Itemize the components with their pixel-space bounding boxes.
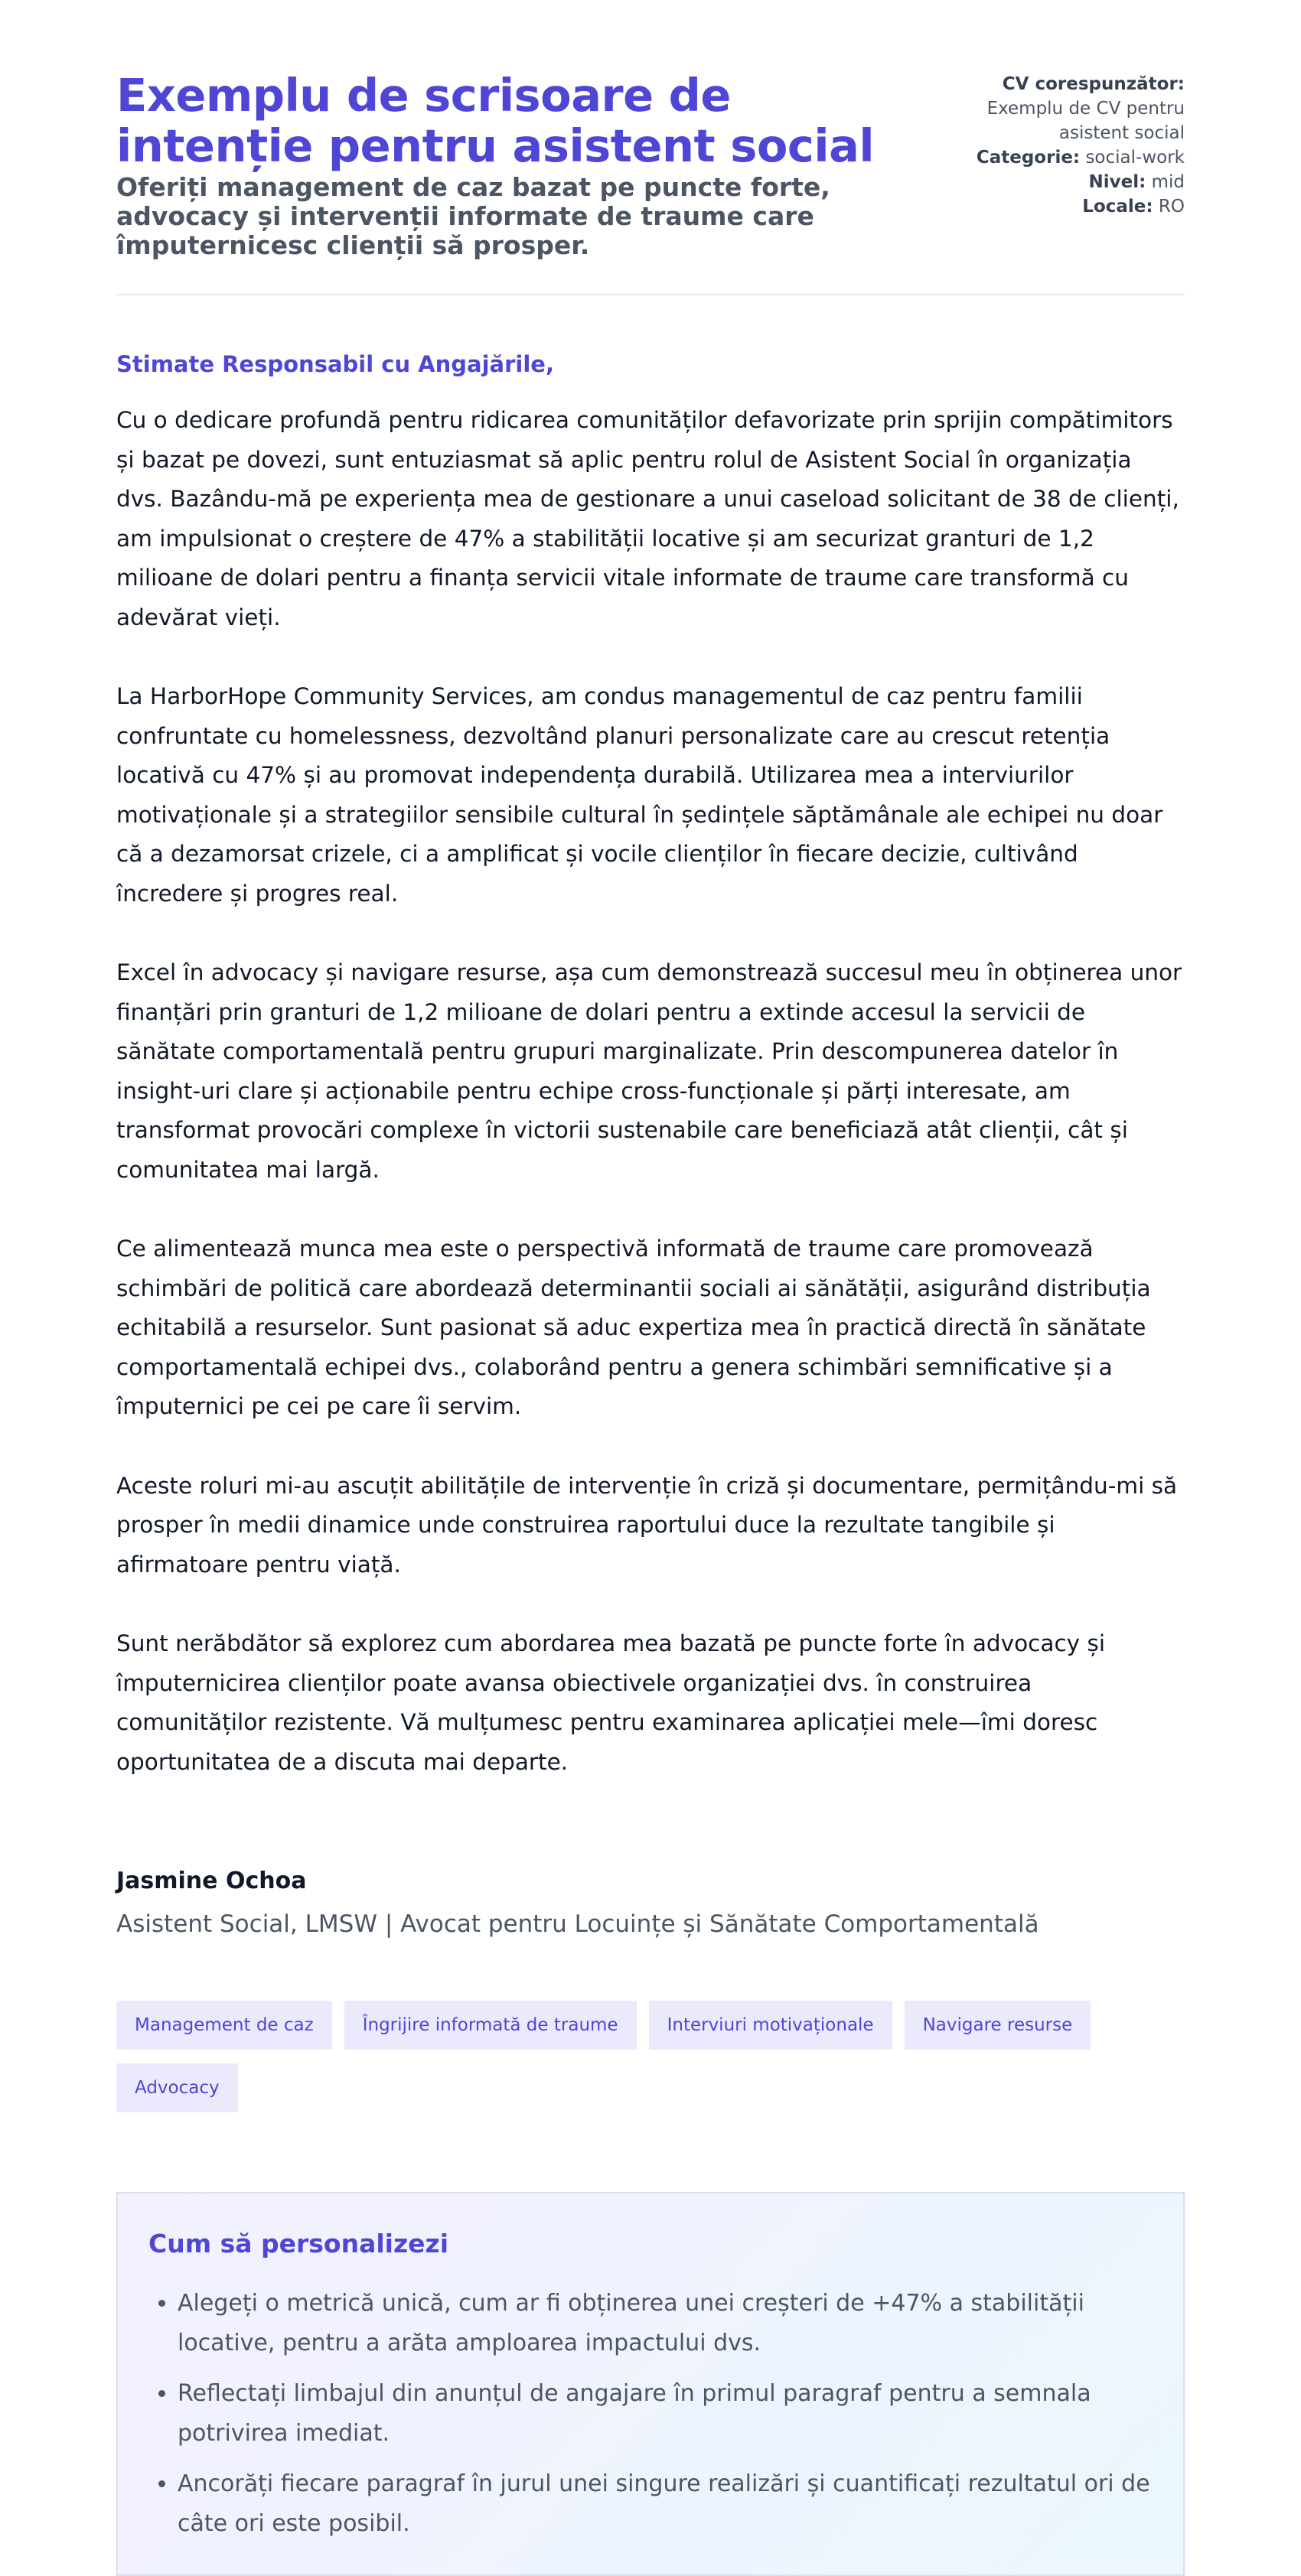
letter-paragraph: Cu o dedicare profundă pentru ridicarea comunităților defavorizate prin sprijin compătimitors și bazat pe dovezi, sunt entuziasmat să aplic pentru rolul de Asistent Social în organizația dvs. Bazându-mă pe experiența mea de gestionare a unui caseload solicitant de 38 de clienți, am impulsionat o creștere de 47% a stabilității locative și am securizat granturi de 1,2 milioane de dolari pentru a finanța servicii vitale informate de traume care transformă cu adevărat vieți. [116,407,1179,630]
meta-level [955,170,1185,194]
customization-tips [116,2192,1185,2576]
meta-category-value: social-work [1085,148,1185,168]
meta-locale-value: RO [1158,197,1185,217]
tip-item: • Reflectați limbajul din anunțul de angajare în primul paragraf pentru a semnala potrivirea imediat. [178,2374,1153,2454]
letter-paragraph: Ce alimentează munca mea este o perspectivă informată de traume care promovează schimbări de politică care abordează determinantii sociali ai sănătății, asigurând distribuția echitabilă a resurselor. Sunt pasionat să aduc expertiza mea în practică directă în sănătate comportamentală echipei dvs., colaborând pentru a genera schimbări semnificative și a împuternici pe cei pe care îi servim. [116,1236,1151,1419]
meta-panel [955,70,1185,219]
meta-level-value: mid [1151,172,1185,192]
letter-paragraph: La HarborHope Community Services, am condus managementul de caz pentru familii confruntate cu homelessness, dezvoltând planuri personalizate care au crescut retenția locativă cu 47% și au promovat independența durabilă. Utilizarea mea a interviurilor motivaționale și a strategiilor sensibile cultural în ședințele săptămânale ale echipei nu doar că a dezamorsat crizele, ci a amplificat și vocile clienților în fiecare decizie, cultivând încredere și progres real. [116,683,1163,907]
signature-name: Jasmine Ochoa [116,1868,307,1894]
tip-item: • Ancorăți fiecare paragraf în jurul unei singure realizări și cuantificați rezultatul ori de câte ori este posibil. [178,2464,1153,2544]
skill-tags [116,2001,1111,2112]
salutation: Stimate Responsabil cu Angajările, [116,351,554,377]
meta-category [955,145,1185,170]
tips-title: Cum să personalizezi [148,2229,449,2258]
meta-locale [955,194,1185,219]
tips-list [148,2284,1153,2544]
page-subtitle: Oferiți management de caz bazat pe puncte forte, advocacy și intervenții informate de traume care împuternicesc clienții să prosper. [116,172,830,260]
letter-paragraph: Sunt nerăbdător să explorez cum abordarea mea bazată pe puncte forte în advocacy și împuternicirea clienților poate avansa obiectivele organizației dvs. în construirea comunităților rezistente. Vă mulțumesc pentru examinarea aplicației mele—îmi doresc oportunitatea de a discuta mai departe. [116,1630,1106,1775]
letter-body [116,349,1185,1939]
meta-level-label: Nivel: [1088,172,1146,192]
meta-cv-label: CV corespunzător: [1002,74,1185,94]
letter-paragraph: Excel în advocacy și navigare resurse, așa cum demonstrează succesul meu în obținerea unor finanțări prin granturi de 1,2 milioane de dolari pentru a extinde accesul la servicii de sănătate comportamentală pentru grupuri marginalizate. Prin descompunerea datelor în insight-uri clare și acționabile pentru echipe cross-funcționale și părți interesate, am transformat provocări complexe în victorii sustenabile care beneficiază atât clienții, cât și comunitatea mai largă. [116,959,1182,1183]
page-header [116,70,1185,260]
header-titles [116,70,928,260]
skill-tag: Advocacy [116,2063,238,2112]
tip-item: • Alegeți o metrică unică, cum ar fi obținerea unei creșteri de +47% a stabilității locative, pentru a arăta amploarea impactului dvs. [178,2284,1153,2363]
meta-cv [955,72,1185,145]
meta-cv-value: Exemplu de CV pentru asistent social [986,99,1185,143]
meta-locale-label: Locale: [1082,197,1153,217]
signature-title: Asistent Social, LMSW | Avocat pentru Locuințe și Sănătate Comportamentală [116,1910,1039,1938]
header-divider [116,294,1185,295]
skill-tag: Interviuri motivaționale [649,2001,892,2050]
letter-paragraph: Aceste roluri mi-au ascuțit abilitățile de intervenție în criză și documentare, permițându-mi să prosper în medii dinamice unde construirea raportului duce la rezultate tangibile și afirmatoare pentru viață. [116,1472,1178,1578]
page-title: Exemplu de scrisoare de intenție pentru asistent social [116,69,875,172]
skill-tag: Îngrijire informată de traume [344,2001,637,2050]
meta-category-label: Categorie: [976,148,1081,168]
skill-tag: Management de caz [116,2001,332,2050]
skill-tag: Navigare resurse [905,2001,1091,2050]
